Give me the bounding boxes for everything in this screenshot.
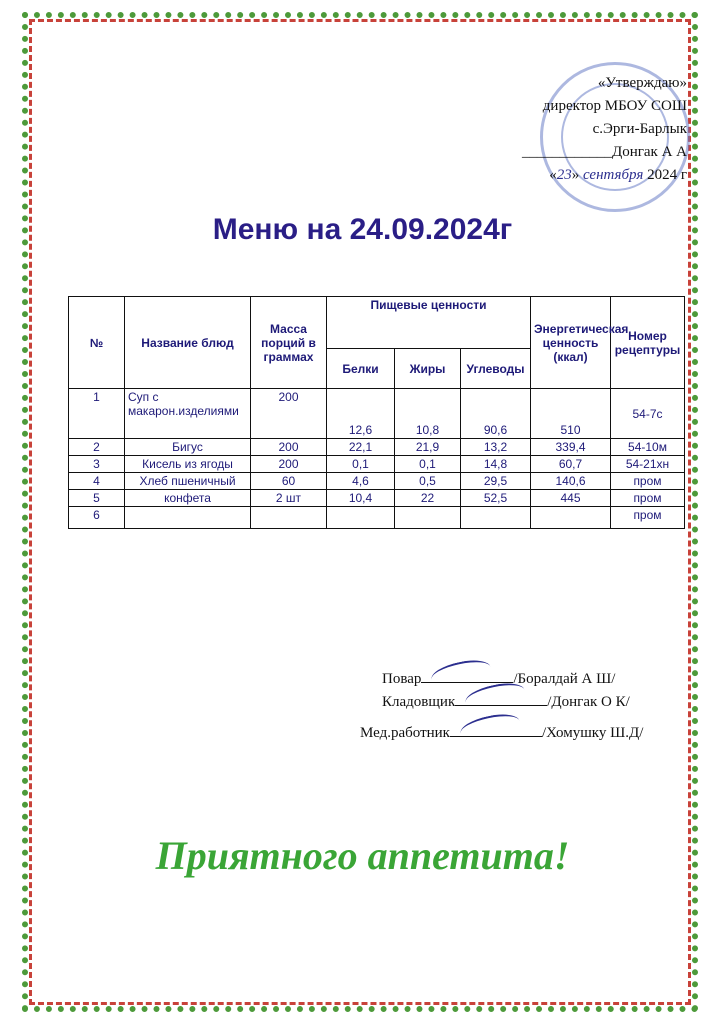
- row-recipe: пром: [611, 507, 685, 529]
- table-row: [69, 389, 685, 439]
- cook-name: /Боралдай А Ш/: [513, 671, 616, 687]
- row-mass: 200: [251, 456, 327, 473]
- row-proteins: 12,6: [327, 389, 395, 439]
- cook-signature: [421, 668, 513, 683]
- row-mass: [251, 507, 327, 529]
- row-carbs: 13,2: [461, 439, 531, 456]
- row-mass: 200: [251, 389, 327, 439]
- row-energy: [531, 507, 611, 529]
- row-recipe: пром: [611, 490, 685, 507]
- row-recipe: пром: [611, 473, 685, 490]
- row-num: 6: [69, 507, 125, 529]
- table-row: [69, 507, 685, 529]
- approval-date-mid: »: [571, 167, 583, 183]
- row-fats: 10,8: [395, 389, 461, 439]
- approval-line-1: «Утверждаю»: [597, 75, 687, 91]
- row-carbs: 90,6: [461, 389, 531, 439]
- medic-label: Мед.работник: [360, 725, 450, 741]
- row-proteins: [327, 507, 395, 529]
- table-row: [69, 456, 685, 473]
- row-recipe: 54-7с: [611, 389, 685, 439]
- approval-line-4: ____________Донгак А А: [521, 144, 687, 160]
- row-name: [125, 507, 251, 529]
- approval-date-suffix: 2024 г: [643, 167, 687, 183]
- row-energy: 339,4: [531, 439, 611, 456]
- approval-line-3: с.Эрги-Барлык: [592, 121, 687, 137]
- approval-block: [522, 72, 687, 187]
- header-fats: Жиры: [395, 349, 461, 389]
- approval-date-month: сентября: [582, 167, 644, 183]
- row-proteins: 10,4: [327, 490, 395, 507]
- row-num: 4: [69, 473, 125, 490]
- table-row: [69, 439, 685, 456]
- approval-line-2: директор МБОУ СОШ: [542, 98, 687, 114]
- row-fats: 22: [395, 490, 461, 507]
- cook-label: Повар: [382, 671, 422, 687]
- row-name: Бигус: [125, 439, 251, 456]
- row-name: конфета: [125, 490, 251, 507]
- footer-greeting: Приятного аппетита!: [155, 833, 570, 878]
- page-title: Меню на 24.09.2024г: [212, 213, 513, 246]
- row-fats: 0,1: [395, 456, 461, 473]
- row-recipe: 54-10м: [611, 439, 685, 456]
- row-carbs: 52,5: [461, 490, 531, 507]
- row-carbs: 29,5: [461, 473, 531, 490]
- medic-name: /Хомушку Ш.Д/: [541, 725, 644, 741]
- table-row: [69, 490, 685, 507]
- row-name: Кисель из ягоды: [125, 456, 251, 473]
- storekeeper-label: Кладовщик: [382, 694, 456, 710]
- row-proteins: 4,6: [327, 473, 395, 490]
- header-num: №: [69, 297, 125, 389]
- row-mass: 200: [251, 439, 327, 456]
- medic-signature-line: [360, 722, 643, 745]
- row-num: 5: [69, 490, 125, 507]
- medic-signature: [450, 722, 542, 737]
- row-mass: 60: [251, 473, 327, 490]
- row-num: 2: [69, 439, 125, 456]
- storekeeper-signature: [455, 691, 547, 706]
- row-mass: 2 шт: [251, 490, 327, 507]
- row-energy: 510: [531, 389, 611, 439]
- signatures-block: [360, 668, 643, 745]
- row-carbs: 14,8: [461, 456, 531, 473]
- header-mass: Масса порций в граммах: [251, 297, 327, 389]
- row-name: Суп с макарон.изделиями: [125, 389, 251, 439]
- approval-date-prefix: «: [549, 167, 557, 183]
- row-energy: 445: [531, 490, 611, 507]
- row-fats: 0,5: [395, 473, 461, 490]
- menu-table: [68, 296, 685, 529]
- storekeeper-signature-line: [360, 691, 643, 714]
- approval-date-day: 23: [556, 167, 572, 183]
- approval-director-name: Донгак А А: [611, 144, 687, 160]
- approval-date: [522, 164, 687, 187]
- row-energy: 140,6: [531, 473, 611, 490]
- row-proteins: 22,1: [327, 439, 395, 456]
- row-fats: 21,9: [395, 439, 461, 456]
- storekeeper-name: /Донгак О К/: [547, 694, 630, 710]
- row-num: 1: [69, 389, 125, 439]
- row-name: Хлеб пшеничный: [125, 473, 251, 490]
- row-fats: [395, 507, 461, 529]
- row-recipe: 54-21хн: [611, 456, 685, 473]
- row-proteins: 0,1: [327, 456, 395, 473]
- header-energy: Энергетическая ценность (ккал): [531, 297, 611, 389]
- row-energy: 60,7: [531, 456, 611, 473]
- row-carbs: [461, 507, 531, 529]
- table-row: [69, 473, 685, 490]
- header-carbs: Углеводы: [461, 349, 531, 389]
- row-num: 3: [69, 456, 125, 473]
- header-nutrition: Пищевые ценности: [327, 297, 531, 349]
- header-name: Название блюд: [125, 297, 251, 389]
- header-proteins: Белки: [327, 349, 395, 389]
- header-recipe: Номер рецептуры: [611, 297, 685, 389]
